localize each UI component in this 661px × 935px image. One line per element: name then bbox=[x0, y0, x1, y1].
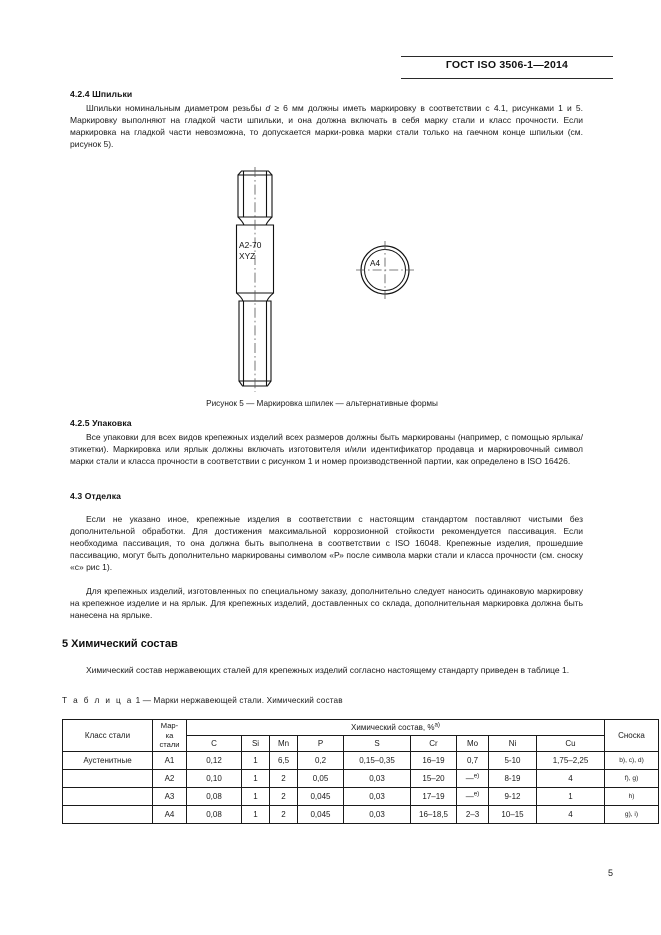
stud-end-view bbox=[356, 241, 414, 299]
cell-mo: 0,7 bbox=[457, 752, 489, 770]
cell-mo: —$^{e)}$ bbox=[457, 788, 489, 806]
cell-si: 1 bbox=[242, 788, 270, 806]
cell-steel-grade: A1 bbox=[153, 752, 187, 770]
cell-cu: 1,75–2,25 bbox=[537, 752, 605, 770]
header-cell-element-c: C bbox=[187, 736, 242, 752]
header-cell-element-mn: Mn bbox=[270, 736, 298, 752]
cell-ni: 8-19 bbox=[489, 770, 537, 788]
stud-end-marking-text bbox=[369, 259, 381, 268]
cell-si: 1 bbox=[242, 752, 270, 770]
header-rule-bottom bbox=[401, 78, 613, 79]
paragraph-4-3-second bbox=[70, 585, 583, 621]
cell-steel-grade: A4 bbox=[153, 806, 187, 824]
cell-si: 1 bbox=[242, 770, 270, 788]
cell-steel-class: Аустенитные bbox=[63, 752, 153, 770]
paragraph-4-3-first bbox=[70, 513, 583, 573]
cell-cu: 4 bbox=[537, 770, 605, 788]
table-row bbox=[63, 788, 659, 806]
table-row bbox=[63, 770, 659, 788]
cell-c: 0,12 bbox=[187, 752, 242, 770]
header-cell-steel-grade bbox=[153, 720, 187, 752]
paragraph-4-3-first-text: Если не указано иное, крепежные изделия в соответствии с настоящим стандартом поставляют чистыми без дополнительной обработки. Для достижения максимальной коррозионной стойкости рекомендуется пассивация. Если необходима пассивация, то она должна быть выполнена в соответствии с ISO 16048. Крепежные изделия, прошедшие пассивацию, могут быть дополнительно маркированы символом «Р» после символа марки стали и класса прочности (см. сноску «с» рис 1). bbox=[70, 514, 583, 573]
cell-si: 1 bbox=[242, 806, 270, 824]
header-grade-line-1: Мар- bbox=[160, 721, 179, 731]
paragraph-4-2-4-text: Шпильки номинальным диаметром резьбы d ≥ 6 мм должны иметь маркировку в соответствии с 4.1, рисунками 1 и 5. Маркировку выполняют на гладкой части шпильки, и она должна включать в себя марку стали и класс прочности. Если маркировка на гладкой части невозможна, то допускается марки-ровка марки стали только на гаечном конце шпильки (см. рисунок 5). bbox=[70, 103, 583, 150]
heading-4-2-5: 4.2.5 Упаковка bbox=[70, 418, 132, 428]
paragraph-4-2-5 bbox=[70, 431, 583, 467]
stud-marking-text bbox=[239, 240, 261, 262]
cell-mo: 2–3 bbox=[457, 806, 489, 824]
cell-s: 0,03 bbox=[344, 770, 411, 788]
cell-footnote: h) bbox=[605, 788, 659, 806]
document-standard-code: ГОСТ ISO 3506-1—2014 bbox=[445, 59, 569, 71]
cell-mn: 2 bbox=[270, 806, 298, 824]
header-cell-element-p: P bbox=[298, 736, 344, 752]
cell-cu: 1 bbox=[537, 788, 605, 806]
cell-c: 0,08 bbox=[187, 806, 242, 824]
header-cell-element-cu: Cu bbox=[537, 736, 605, 752]
stud-end-marking-value: A4 bbox=[370, 259, 381, 268]
cell-footnote: f), g) bbox=[605, 770, 659, 788]
cell-mo: —$^{e)}$ bbox=[457, 770, 489, 788]
heading-5: 5 Химический состав bbox=[62, 638, 178, 650]
stud-drawing-svg bbox=[210, 165, 430, 395]
table-header-row-1 bbox=[63, 720, 659, 736]
cell-cr: 16–18,5 bbox=[411, 806, 457, 824]
cell-steel-class bbox=[63, 806, 153, 824]
header-composition-footnote: a) bbox=[434, 720, 440, 728]
cell-steel-class bbox=[63, 788, 153, 806]
cell-footnote: b), c), d) bbox=[605, 752, 659, 770]
paragraph-4-2-4 bbox=[70, 102, 583, 150]
cell-footnote: g), i) bbox=[605, 806, 659, 824]
cell-p: 0,05 bbox=[298, 770, 344, 788]
header-cell-element-mo: Mo bbox=[457, 736, 489, 752]
heading-4-2-4: 4.2.4 Шпильки bbox=[70, 89, 133, 99]
header-cell-element-si: Si bbox=[242, 736, 270, 752]
header-cell-element-cr: Cr bbox=[411, 736, 457, 752]
paragraph-4-3-second-text: Для крепежных изделий, изготовленных по специальному заказу, дополнительно следует наносить одинаковую маркировку на крепежное изделие и на ярлык. Для крепежных изделий, доставленных со склада, дополнительная маркировка должна быть нанесена на ярлыке. bbox=[70, 586, 583, 621]
table-caption-number: 1 bbox=[135, 696, 141, 705]
page-number: 5 bbox=[607, 868, 613, 878]
header-cell-composition bbox=[187, 720, 605, 736]
cell-steel-class bbox=[63, 770, 153, 788]
cell-p: 0,045 bbox=[298, 788, 344, 806]
table-caption-prefix: Т а б л и ц а bbox=[62, 696, 134, 705]
cell-s: 0,03 bbox=[344, 788, 411, 806]
cell-ni: 5-10 bbox=[489, 752, 537, 770]
table-row bbox=[63, 806, 659, 824]
cell-cr: 17–19 bbox=[411, 788, 457, 806]
paragraph-4-2-5-text: Все упаковки для всех видов крепежных изделий всех размеров должны быть маркированы (например, с помощью ярлыка/этикетки). Маркировка или ярлык должны включать изготовителя и/или идентификатор продавца и маркировочный символ марки стали и класса прочности в соответствии с рисунком 1 и номер производственной партии, как определено в ISO 16426. bbox=[70, 432, 583, 467]
header-grade-line-2: ка bbox=[165, 730, 174, 740]
header-grade-line-3: стали bbox=[159, 740, 180, 750]
heading-4-3: 4.3 Отделка bbox=[70, 491, 121, 501]
cell-steel-grade: A2 bbox=[153, 770, 187, 788]
cell-cr: 15–20 bbox=[411, 770, 457, 788]
header-cell-footnote: Сноска bbox=[605, 720, 659, 752]
cell-p: 0,2 bbox=[298, 752, 344, 770]
cell-ni: 9-12 bbox=[489, 788, 537, 806]
header-cell-element-s: S bbox=[344, 736, 411, 752]
header-rule-top bbox=[401, 56, 613, 57]
cell-mn: 2 bbox=[270, 788, 298, 806]
header-cell-element-ni: Ni bbox=[489, 736, 537, 752]
paragraph-5 bbox=[70, 664, 583, 676]
table-row bbox=[63, 752, 659, 770]
figure-5-caption: Рисунок 5 — Маркировка шпилек — альтернативные формы bbox=[206, 399, 438, 408]
cell-s: 0,15–0,35 bbox=[344, 752, 411, 770]
table-1-caption bbox=[62, 696, 343, 705]
chemical-composition-table bbox=[62, 719, 659, 824]
cell-c: 0,08 bbox=[187, 788, 242, 806]
cell-mn: 6,5 bbox=[270, 752, 298, 770]
paragraph-5-text: Химический состав нержавеющих сталей для крепежных изделий согласно настоящему стандарту приведен в таблице 1. bbox=[86, 665, 570, 675]
cell-s: 0,03 bbox=[344, 806, 411, 824]
cell-c: 0,10 bbox=[187, 770, 242, 788]
table-caption-title: — Марки нержавеющей стали. Химический состав bbox=[142, 696, 343, 705]
stud-marking-line-1: A2-70 bbox=[239, 240, 262, 250]
header-cell-steel-class: Класс стали bbox=[63, 720, 153, 752]
cell-ni: 10–15 bbox=[489, 806, 537, 824]
stud-marking-line-2: XYZ bbox=[239, 251, 256, 261]
figure-5-drawing bbox=[210, 165, 430, 395]
cell-mn: 2 bbox=[270, 770, 298, 788]
header-composition-label: Химический состав, % bbox=[351, 722, 435, 732]
cell-steel-grade: A3 bbox=[153, 788, 187, 806]
cell-p: 0,045 bbox=[298, 806, 344, 824]
cell-cr: 16–19 bbox=[411, 752, 457, 770]
cell-cu: 4 bbox=[537, 806, 605, 824]
